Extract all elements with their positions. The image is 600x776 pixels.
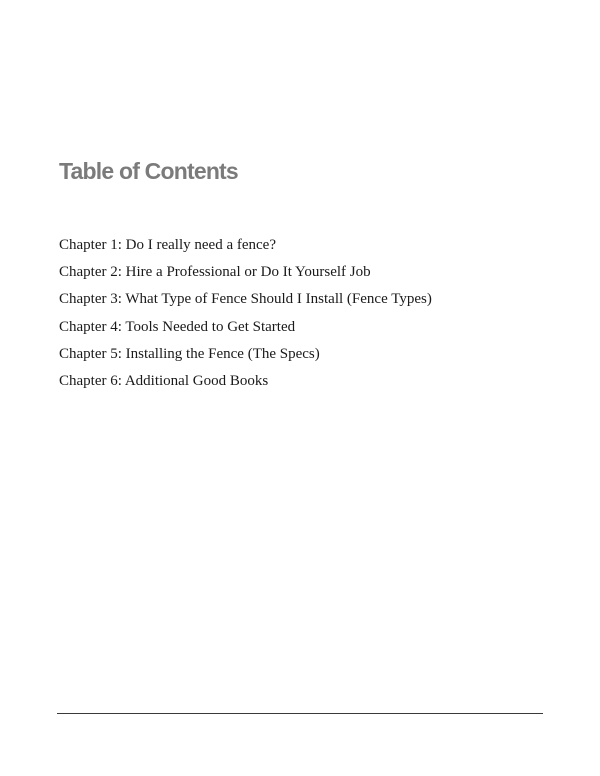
- toc-item-chapter-3: Chapter 3: What Type of Fence Should I Install (Fence Types): [59, 291, 432, 308]
- toc-item-chapter-2: Chapter 2: Hire a Professional or Do It Yourself Job: [59, 264, 371, 281]
- toc-item-chapter-1: Chapter 1: Do I really need a fence?: [59, 237, 276, 253]
- toc-list: [59, 232, 432, 395]
- toc-item-chapter-6: Chapter 6: Additional Good Books: [59, 372, 269, 389]
- toc-item-chapter-5: Chapter 5: Installing the Fence (The Specs): [59, 345, 320, 362]
- footer-divider: [57, 713, 543, 714]
- page-title: Table of Contents: [59, 158, 238, 184]
- toc-item-chapter-4: Chapter 4: Tools Needed to Get Started: [59, 318, 296, 335]
